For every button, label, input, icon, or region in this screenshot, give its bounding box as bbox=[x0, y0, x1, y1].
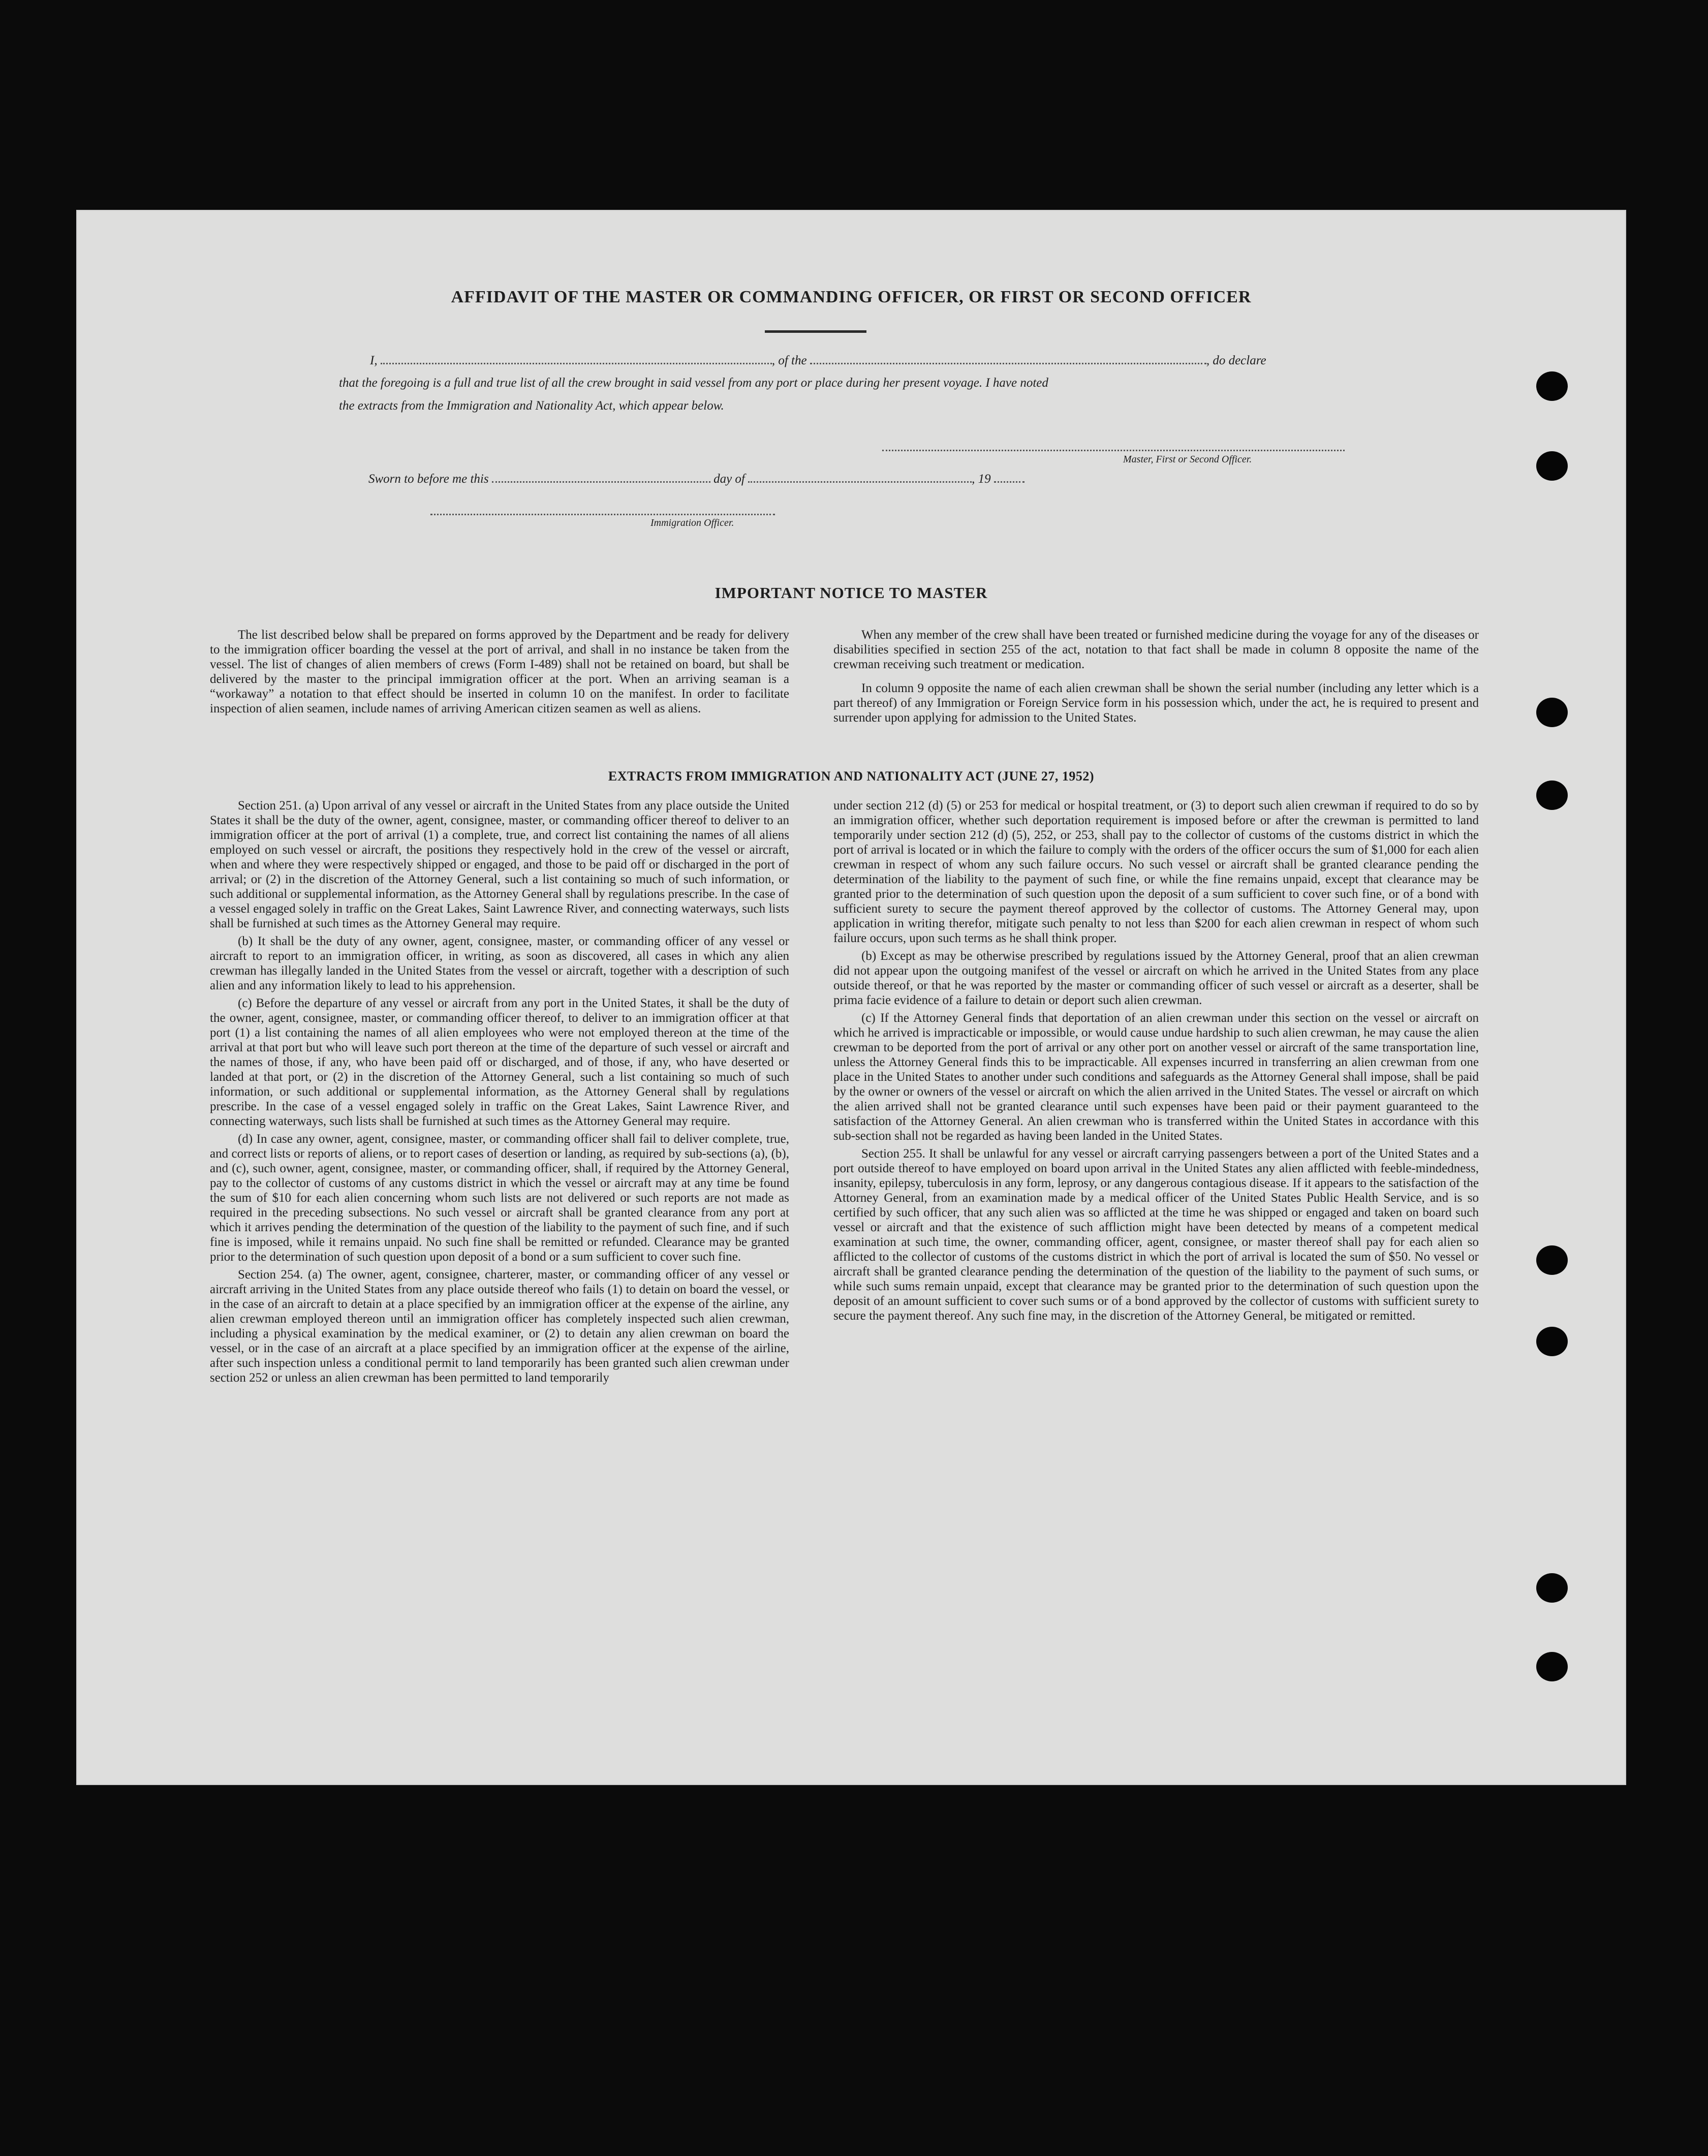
notice-heading: IMPORTANT NOTICE TO MASTER bbox=[715, 584, 988, 602]
extracts-left-column bbox=[210, 798, 789, 1388]
punch-hole bbox=[1536, 451, 1568, 481]
sworn-year-blank[interactable] bbox=[994, 472, 1024, 483]
affidavit-i-label: I, bbox=[370, 354, 378, 367]
section-254-a: Section 254. (a) The owner, agent, consignee, charterer, master, or commanding officer of any vessel or aircraft arriving in the United States from any place outside thereof who fails (1) to detain on board the vessel, or in the case of an aircraft to detain at a place specified by an immigration officer at the expense of the airline, any alien crewman employed thereon until an immigration officer has completely inspected such alien crewman, including a physical examination by the medical examiner, or (2) to detain any alien crewman on board the vessel, or in the case of an aircraft at a place specified by an immigration officer at the expense of the airline, after such inspection unless a conditional permit to land temporarily has been granted such alien crewman under section 252 or unless an alien crewman has been permitted to land temporarily bbox=[210, 1268, 789, 1385]
extracts-right-column bbox=[833, 798, 1479, 1326]
section-254-a-continued: under section 212 (d) (5) or 253 for medical or hospital treatment, or (3) to deport such alien crewman if required to do so by an immigration officer, whether such deportation requirement is imposed before or after the crewman is permitted to land temporarily under section 212 (d) (5), 252, or 253, shall pay to the collector of customs of the customs district in which the port of arrival is located or in which the failure to comply with the orders of the officer occurs the sum of $1,000 for each alien crewman in respect of whom any such failure occurs. No such vessel or aircraft shall be granted clearance pending the determination of the liability to the payment of such fine, or while the fine remains unpaid, except that clearance may be granted prior to the determination of such question upon the deposit of a sum sufficient to cover such fine, or of a bond with sufficient surety to secure the payment thereof approved by the collector of customs. The Attorney General may, upon application in writing therefor, mitigate such penalty to not less than $200 for each alien crewman in respect of whom such failure occurs, upon such terms as he shall think proper. bbox=[833, 799, 1479, 945]
affidavit-declare-label: , do declare bbox=[1206, 354, 1266, 367]
punch-hole bbox=[1536, 1327, 1568, 1356]
notice-left-column bbox=[210, 628, 789, 719]
title-rule bbox=[765, 330, 866, 333]
extracts-heading: EXTRACTS FROM IMMIGRATION AND NATIONALITY ACT (JUNE 27, 1952) bbox=[608, 769, 1095, 784]
year-prefix-label: , 19 bbox=[972, 472, 991, 486]
sworn-label: Sworn to before me this bbox=[368, 472, 489, 486]
section-254-c: (c) If the Attorney General finds that deportation of an alien crewman under this section on the vessel or aircraft on which he arrived is impracticable or impossible, or would cause undue hardship to such alien crewman, he may cause the alien crewman to be deported from the port of arrival or any other port on another vessel or aircraft of the same transportation line, unless the Attorney General finds this to be impracticable. All expenses incurred in transferring an alien crewman from one place in the United States to another under such conditions and safeguards as the Attorney General shall impose, shall be paid by the owner or owners of the vessel or aircraft on which the alien arrived in the United States. The vessel or aircraft on which the alien arrived shall not be granted clearance until such expenses have been paid or their payment guaranteed to the satisfaction of the Attorney General. An alien crewman who is transferred within the United States in accordance with this sub-section shall not be regarded as having been landed in the United States. bbox=[833, 1011, 1479, 1143]
immigration-signature-caption: Immigration Officer. bbox=[650, 517, 734, 528]
notice-right-paragraph-1: When any member of the crew shall have been treated or furnished medicine during the voyage for any of the diseases or disabilities specified in section 255 of the act, notation to that fact shall be made in column 8 opposite the name of the crewman receiving such treatment or medication. bbox=[833, 628, 1479, 671]
document-page bbox=[76, 210, 1626, 1785]
sworn-month-blank[interactable] bbox=[748, 472, 972, 483]
immigration-signature-line[interactable] bbox=[430, 514, 775, 515]
punch-hole bbox=[1536, 1652, 1568, 1681]
punch-hole bbox=[1536, 1245, 1568, 1275]
day-of-label: day of bbox=[713, 472, 745, 486]
punch-hole bbox=[1536, 780, 1568, 810]
affidavit-line-1 bbox=[370, 354, 1266, 368]
notice-right-column bbox=[833, 628, 1479, 728]
master-signature-line[interactable] bbox=[882, 450, 1345, 451]
master-signature-caption: Master, First or Second Officer. bbox=[1123, 454, 1252, 465]
vessel-blank[interactable] bbox=[810, 354, 1206, 364]
punch-hole bbox=[1536, 1573, 1568, 1603]
affidavit-line-3: the extracts from the Immigration and Nationality Act, which appear below. bbox=[339, 399, 724, 413]
section-254-b: (b) Except as may be otherwise prescribed by regulations issued by the Attorney General, proof that an alien crewman did not appear upon the outgoing manifest of the vessel or aircraft on which he arrived in the United States from any place outside thereof, or that he was reported by the master or commanding officer of such vessel or aircraft as a deserter, shall be prima facie evidence of a failure to detain or deport such alien crewman. bbox=[833, 949, 1479, 1007]
section-251-a: Section 251. (a) Upon arrival of any vessel or aircraft in the United States from any place outside the United States it shall be the duty of the owner, agent, consignee, master, or commanding officer thereof to deliver to an immigration officer at the port of arrival (1) a complete, true, and correct list containing the names of all aliens employed on such vessel or aircraft, the positions they respectively hold in the crew of the vessel or aircraft, when and where they were respectively shipped or engaged, and those to be paid off or discharged in the port of arrival; or (2) in the discretion of the Attorney General, such a list containing so much of such information, or such additional or supplemental information, as the Attorney General shall by regulations prescribe. In the case of a vessel engaged solely in traffic on the Great Lakes, Saint Lawrence River, and connecting waterways, such lists shall be furnished at such times as the Attorney General may require. bbox=[210, 799, 789, 930]
sworn-day-blank[interactable] bbox=[492, 472, 710, 483]
section-251-b: (b) It shall be the duty of any owner, agent, consignee, master, or commanding officer of any vessel or aircraft to report to an immigration officer, in writing, as soon as discovered, all cases in which any alien crewman has illegally landed in the United States from the vessel or aircraft, together with a description of such alien and any information likely to lead to his apprehension. bbox=[210, 934, 789, 992]
affidavit-title: AFFIDAVIT OF THE MASTER OR COMMANDING OFFICER, OR FIRST OR SECOND OFFICER bbox=[451, 288, 1252, 306]
section-255: Section 255. It shall be unlawful for any vessel or aircraft carrying passengers between a port of the United States and a port outside thereof to have employed on board upon arrival in the United States any alien afflicted with feeble-mindedness, insanity, epilepsy, tuberculosis in any form, leprosy, or any dangerous contagious disease. If it appears to the satisfaction of the Attorney General, from an examination made by a medical officer of the United States Public Health Service, and is so certified by such officer, that any such alien was so afflicted at the time he was shipped or engaged and taken on board such vessel or aircraft and that the existence of such affliction might have been detected by means of a competent medical examination at such time, the owner, commanding officer, agent, consignee, or master thereof shall pay for each alien so afflicted to the collector of customs of the customs district in which the port of arrival is located the sum of $50. No vessel or aircraft shall be granted clearance pending the determination of the question of the liability to the payment of such sums, or while such sums remain unpaid, except that clearance may be granted prior to the determination of such question upon the deposit of an amount sufficient to cover such sums or of a bond approved by the collector of customs with sufficient surety to secure the payment thereof. Any such fine may, in the discretion of the Attorney General, be mitigated or remitted. bbox=[833, 1147, 1479, 1323]
section-251-c: (c) Before the departure of any vessel or aircraft from any port in the United States, it shall be the duty of the owner, agent, consignee, master, or commanding officer thereof, to deliver to an immigration officer at that port (1) a list containing the names of all alien employees who were not employed thereon at the time of the arrival at that port but who will leave such port thereon at the time of the departure of such vessel or aircraft and the names of those, if any, who have been paid off or discharged, and of those, if any, who have deserted or landed at that port, or (2) in the discretion of the Attorney General, such a list containing so much of such information, or such additional or supplemental information, as the Attorney General shall by regulations prescribe. In the case of a vessel engaged solely in traffic on the Great Lakes, Saint Lawrence River, and connecting waterways, such lists shall be furnished at such times as the Attorney General may require. bbox=[210, 996, 789, 1128]
section-251-d: (d) In case any owner, agent, consignee, master, or commanding officer shall fail to deliver complete, true, and correct lists or reports of aliens, or to report cases of desertion or landing, as required by sub-sections (a), (b), and (c), such owner, agent, consignee, master, or commanding officer, shall, if required by the Attorney General, pay to the collector of customs of any customs district in which the vessel or aircraft may at any time be found the sum of $10 for each alien concerning whom such lists are not delivered or such reports are not made as required in the preceding subsections. No such vessel or aircraft shall be granted clearance from any port at which it arrives pending the determination of the question of the liability to the payment of such fine, and if such fine is imposed, while it remains unpaid. No such fine shall be remitted or refunded. Clearance may be granted prior to the determination of such question upon deposit of a bond or a sum sufficient to cover such fine. bbox=[210, 1132, 789, 1264]
sworn-line bbox=[368, 472, 1024, 486]
punch-hole bbox=[1536, 698, 1568, 727]
affidavit-of-the-label: , of the bbox=[771, 354, 807, 367]
affidavit-line-2: that the foregoing is a full and true list of all the crew brought in said vessel from any port or place during her present voyage. I have noted bbox=[339, 376, 1048, 390]
notice-left-paragraph: The list described below shall be prepared on forms approved by the Department and be ready for delivery to the immigration officer boarding the vessel at the port of arrival, and shall in no instance be taken from the vessel. The list of changes of alien members of crews (Form I-489) shall not be retained on board, but shall be delivered by the master to the principal immigration officer at the port. When an arriving seaman is a “workaway” a notation to that effect should be inserted in column 10 on the manifest. In order to facilitate inspection of alien seamen, include names of arriving American citizen seamen as well as aliens. bbox=[210, 628, 789, 715]
punch-hole bbox=[1536, 371, 1568, 401]
notice-right-paragraph-2: In column 9 opposite the name of each alien crewman shall be shown the serial number (including any letter which is a part thereof) of any Immigration or Foreign Service form in his possession which, under the act, he is required to present and surrender upon applying for admission to the United States. bbox=[833, 681, 1479, 725]
name-blank[interactable] bbox=[381, 354, 772, 364]
